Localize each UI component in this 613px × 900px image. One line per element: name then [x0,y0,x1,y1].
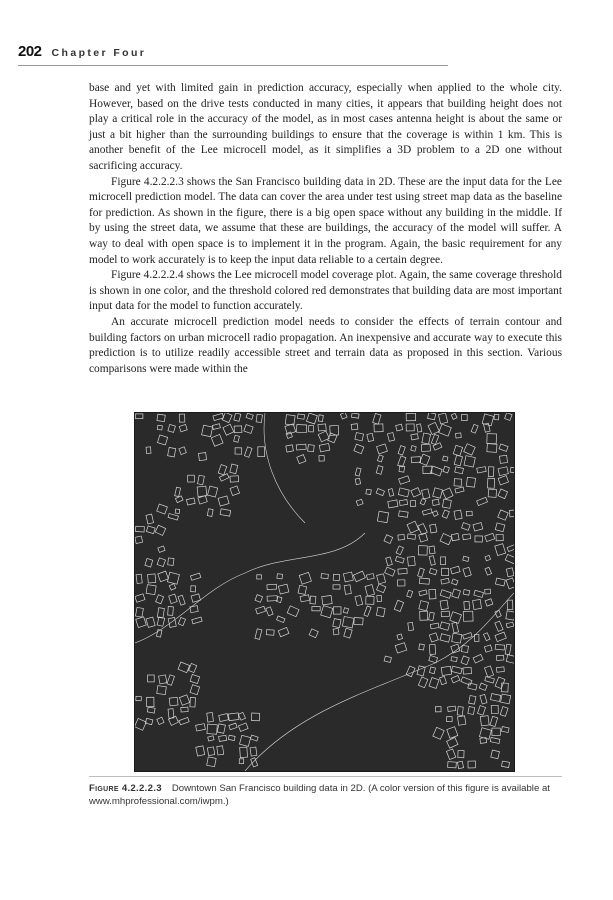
building-outline-map [135,413,514,771]
paragraph-2: Figure 4.2.2.2.3 shows the San Francisco building data in 2D. These are the input data for the Lee microcell prediction model. The data can cover the area under test using street map data as the baseline for prediction. As shown in the figure, there is a big open space without any building in the middle. If by using the street data, we assume that these are buildings, the accuracy of the model will suffer. A way to deal with open space is to implement it in the program. Again, the basic requirement for any model to work accurately is to keep the input data reliable to a certain degree. [89,175,562,266]
figure-caption-text: Downtown San Francisco building data in 2D. (A color version of this figure is available at www.mhprofessional.com/iwpm.) [89,783,550,807]
paragraph-1: base and yet with limited gain in prediction accuracy, especially when applied to the whole city. However, based on the drive tests conducted in many cities, it appears that building height does not play a critical role in the accuracy of the model, as in most cases antenna height is about the same or just a bit higher than the surrounding buildings to ensure that the coverage is within 1 km. This is another benefit of the Lee microcell model, as it simplifies a 3D problem to a 2D one without sacrificing accuracy. [89,82,562,172]
paragraph-3: Figure 4.2.2.2.4 shows the Lee microcell model coverage plot. Again, the same coverage threshold is shown in one color, and the threshold colored red demonstrates that building data are most important input data for the model to function accurately. [89,269,562,313]
body-text [89,81,562,377]
running-head: Chapter Four [51,47,147,59]
page-number: 202 [18,43,42,60]
caption-rule [89,776,562,777]
figure-label: Figure 4.2.2.2.3 [89,783,162,794]
figure-caption [89,782,562,808]
building-data-figure [134,412,515,772]
paragraph-4: An accurate microcell prediction model needs to consider the effects of terrain contour and building factors on urban microcell radio propagation. An inexpensive and accurate way to execute this prediction is to utilize readily accessible street and terrain data as proposed in this section. Various comparisons were made within the [89,315,562,375]
page-header [18,43,448,66]
